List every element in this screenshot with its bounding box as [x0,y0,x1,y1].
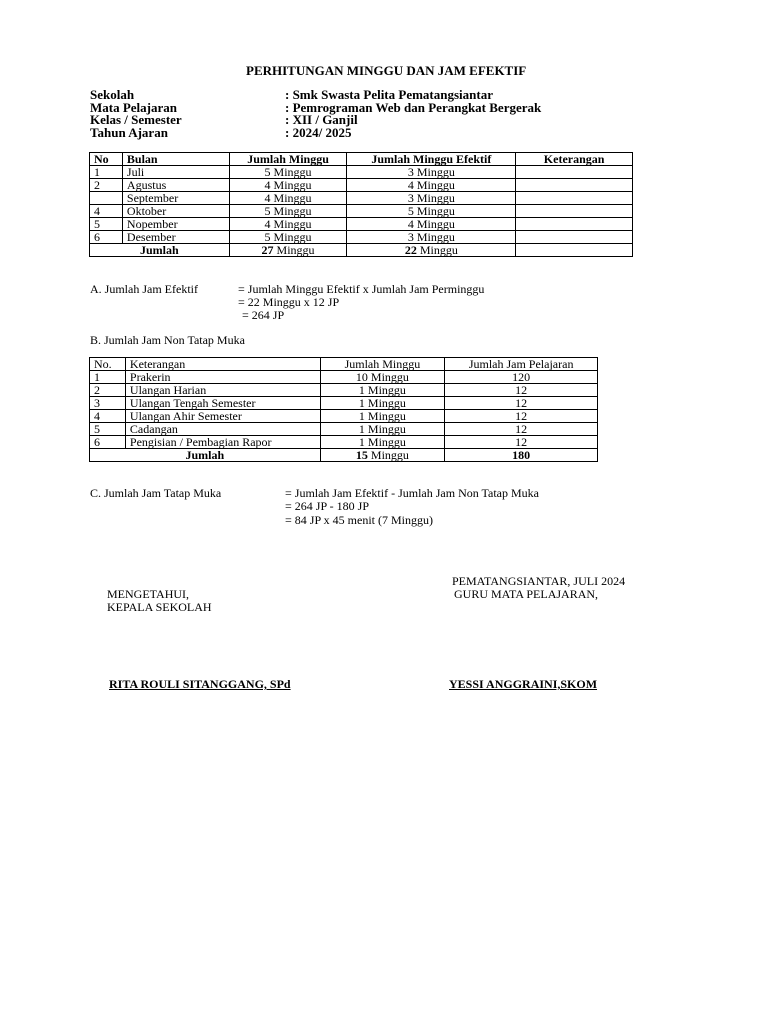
table-total-label: Jumlah [90,244,230,257]
table-cell: 1 [90,371,126,384]
table-row [90,166,633,179]
table-cell: Pengisian / Pembagian Rapor [125,436,320,449]
table-row [90,218,633,231]
table-cell: 5 Minggu [229,166,347,179]
table-cell [516,166,633,179]
table-cell: 4 Minggu [229,179,347,192]
document-title: PERHITUNGAN MINGGU DAN JAM EFEKTIF [246,63,527,78]
signature-left-line2: KEPALA SEKOLAH [107,600,212,614]
table-cell: 1 [90,166,123,179]
section-c-line3: = 84 JP x 45 menit (7 Minggu) [285,513,433,527]
section-a-line3: = 264 JP [242,308,285,322]
table-cell [516,179,633,192]
table-row [90,384,598,397]
effective-weeks-table [89,152,633,257]
table-cell: September [122,192,229,205]
table-header-cell: No. [90,358,126,371]
table-total-effective: 22 Minggu [347,244,516,257]
table-cell [90,192,123,205]
table-header-cell: Jumlah Minggu Efektif [347,153,516,166]
table-cell: 5 [90,218,123,231]
table-header-cell: Keterangan [125,358,320,371]
signature-left-name: RITA ROULI SITANGGANG, SPd [109,677,291,691]
table-cell: 5 Minggu [229,205,347,218]
section-c-line1: = Jumlah Jam Efektif - Jumlah Jam Non Tatap Muka [285,486,539,500]
table-row [90,436,598,449]
table-total-label: Jumlah [90,449,321,462]
table-cell: Desember [122,231,229,244]
signature-right-line1: GURU MATA PELAJARAN, [454,587,599,601]
table-cell: 1 Minggu [320,384,445,397]
table-cell [516,218,633,231]
table-row [90,179,633,192]
table-header-cell: Jumlah Jam Pelajaran [445,358,598,371]
table-header-cell: Jumlah Minggu [320,358,445,371]
table-cell: Agustus [122,179,229,192]
table-cell [516,231,633,244]
table-cell: 120 [445,371,598,384]
table-row [90,205,633,218]
table-cell: 12 [445,423,598,436]
signature-place-date: PEMATANGSIANTAR, JULI 2024 [452,574,626,588]
table-cell: 3 Minggu [347,192,516,205]
info-label-year: Tahun Ajaran [90,125,168,140]
table-cell: 2 [90,384,126,397]
table-cell: 5 Minggu [229,231,347,244]
table-cell [516,244,633,257]
info-value-class: : XII / Ganjil [285,112,358,127]
table-total-weeks: 27 Minggu [229,244,347,257]
table-cell: 3 Minggu [347,231,516,244]
section-c-label: C. Jumlah Jam Tatap Muka [90,486,222,500]
table-cell: 4 Minggu [229,218,347,231]
table-total-weeks: 15 Minggu [320,449,445,462]
signature-left-line1: MENGETAHUI, [107,587,190,601]
table-cell: 1 Minggu [320,436,445,449]
table-total-row [90,244,633,257]
table-cell: 5 Minggu [347,205,516,218]
table-cell: 4 [90,205,123,218]
section-a-line2: = 22 Minggu x 12 JP [238,295,340,309]
table-header-cell: No [90,153,123,166]
table-cell: 6 [90,436,126,449]
table-total-hours: 180 [445,449,598,462]
table-header-cell: Jumlah Minggu [229,153,347,166]
section-b-label: B. Jumlah Jam Non Tatap Muka [90,333,245,347]
table-header-cell: Bulan [122,153,229,166]
section-a-line1: = Jumlah Minggu Efektif x Jumlah Jam Perminggu [238,282,485,296]
table-cell: 6 [90,231,123,244]
table-cell: Nopember [122,218,229,231]
info-value-year: : 2024/ 2025 [285,125,352,140]
table-cell: 1 Minggu [320,410,445,423]
info-value-school: : Smk Swasta Pelita Pematangsiantar [285,87,493,102]
info-label-school: Sekolah [90,87,135,102]
table-cell [516,192,633,205]
info-label-subject: Mata Pelajaran [90,100,178,115]
table-cell: 4 Minggu [347,179,516,192]
table-cell: 4 Minggu [347,218,516,231]
info-value-subject: : Pemrograman Web dan Perangkat Bergerak [285,100,542,115]
table-header-row [90,358,598,371]
table-row [90,423,598,436]
signature-right-name: YESSI ANGGRAINI,SKOM [449,677,598,691]
table-cell: Ulangan Ahir Semester [125,410,320,423]
table-cell: 4 Minggu [229,192,347,205]
table-header-cell: Keterangan [516,153,633,166]
table-row [90,397,598,410]
table-cell: 4 [90,410,126,423]
table-cell: 12 [445,397,598,410]
table-cell: Juli [122,166,229,179]
table-cell: 10 Minggu [320,371,445,384]
table-cell: 5 [90,423,126,436]
table-cell [516,205,633,218]
table-cell: 3 Minggu [347,166,516,179]
section-a-label: A. Jumlah Jam Efektif [90,282,198,296]
table-cell: 12 [445,384,598,397]
table-cell: 1 Minggu [320,423,445,436]
table-row [90,410,598,423]
table-cell: 12 [445,410,598,423]
table-header-row [90,153,633,166]
table-total-row [90,449,598,462]
table-cell: 2 [90,179,123,192]
table-cell: Ulangan Tengah Semester [125,397,320,410]
section-c-line2: = 264 JP - 180 JP [285,499,370,513]
non-contact-hours-table [89,357,598,462]
table-row [90,231,633,244]
table-row [90,371,598,384]
table-cell: 12 [445,436,598,449]
table-cell: Ulangan Harian [125,384,320,397]
table-cell: Prakerin [125,371,320,384]
table-cell: 3 [90,397,126,410]
table-cell: Cadangan [125,423,320,436]
table-cell: Oktober [122,205,229,218]
table-cell: 1 Minggu [320,397,445,410]
table-row [90,192,633,205]
info-label-class: Kelas / Semester [90,112,182,127]
